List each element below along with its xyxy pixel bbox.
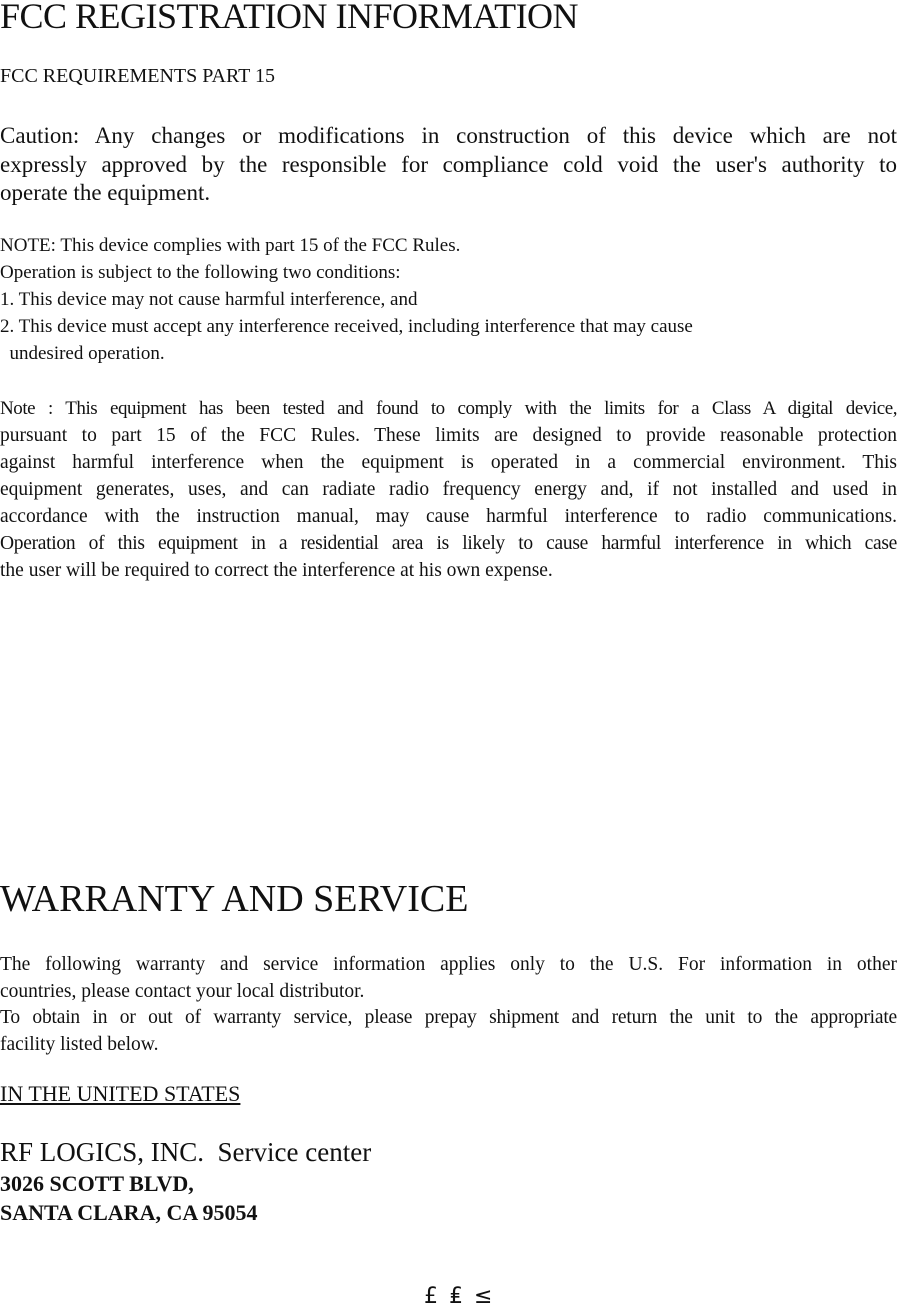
address-street: 3026 SCOTT BLVD, bbox=[0, 1171, 194, 1196]
warranty-info-line-4: facility listed below. bbox=[0, 1034, 159, 1055]
caution-line-3: operate the equipment. bbox=[0, 180, 211, 205]
warranty-info-line-1: The following warranty and service information applies only to the U.S. For information in other bbox=[0, 954, 897, 975]
classa-line-3: against harmful interference when the equipment is operated in a commercial environment. This bbox=[0, 452, 897, 473]
note-line-2: Operation is subject to the following two conditions: bbox=[0, 262, 401, 283]
note-line-4: 2. This device must accept any interference received, including interference that may cause bbox=[0, 316, 693, 337]
region-heading: IN THE UNITED STATES bbox=[0, 1081, 241, 1106]
classa-line-2: pursuant to part 15 of the FCC Rules. These limits are designed to provide reasonable protection bbox=[0, 425, 897, 446]
service-center-name: RF LOGICS, INC. Service center bbox=[0, 1137, 372, 1167]
classa-line-1: Note : This equipment has been tested and found to comply with the limits for a Class A digital device, bbox=[0, 398, 897, 419]
caution-line-2: expressly approved by the responsible for compliance cold void the user's authority to bbox=[0, 152, 897, 177]
classa-line-7: the user will be required to correct the interference at his own expense. bbox=[0, 560, 553, 581]
fcc-requirements-heading: FCC REQUIREMENTS PART 15 bbox=[0, 65, 275, 87]
note-line-3: 1. This device may not cause harmful interference, and bbox=[0, 289, 418, 310]
warranty-title: WARRANTY AND SERVICE bbox=[0, 878, 469, 920]
address-city: SANTA CLARA, CA 95054 bbox=[0, 1200, 258, 1225]
classa-line-4: equipment generates, uses, and can radiate radio frequency energy and, if not installed and used in bbox=[0, 479, 897, 500]
page-number-mark: £ ₤ ≤ bbox=[424, 1284, 495, 1309]
note-line-1: NOTE: This device complies with part 15 of the FCC Rules. bbox=[0, 235, 461, 256]
caution-line-1: Caution: Any changes or modifications in construction of this device which are not bbox=[0, 123, 897, 148]
note-line-5: undesired operation. bbox=[0, 343, 165, 364]
classa-line-5: accordance with the instruction manual, may cause harmful interference to radio communications. bbox=[0, 506, 897, 527]
warranty-info-line-2: countries, please contact your local distributor. bbox=[0, 981, 365, 1002]
fcc-title: FCC REGISTRATION INFORMATION bbox=[0, 0, 579, 36]
warranty-info-line-3: To obtain in or out of warranty service, please prepay shipment and return the unit to the appropriate bbox=[0, 1007, 897, 1028]
classa-line-6: Operation of this equipment in a residential area is likely to cause harmful interference in which case bbox=[0, 533, 897, 554]
